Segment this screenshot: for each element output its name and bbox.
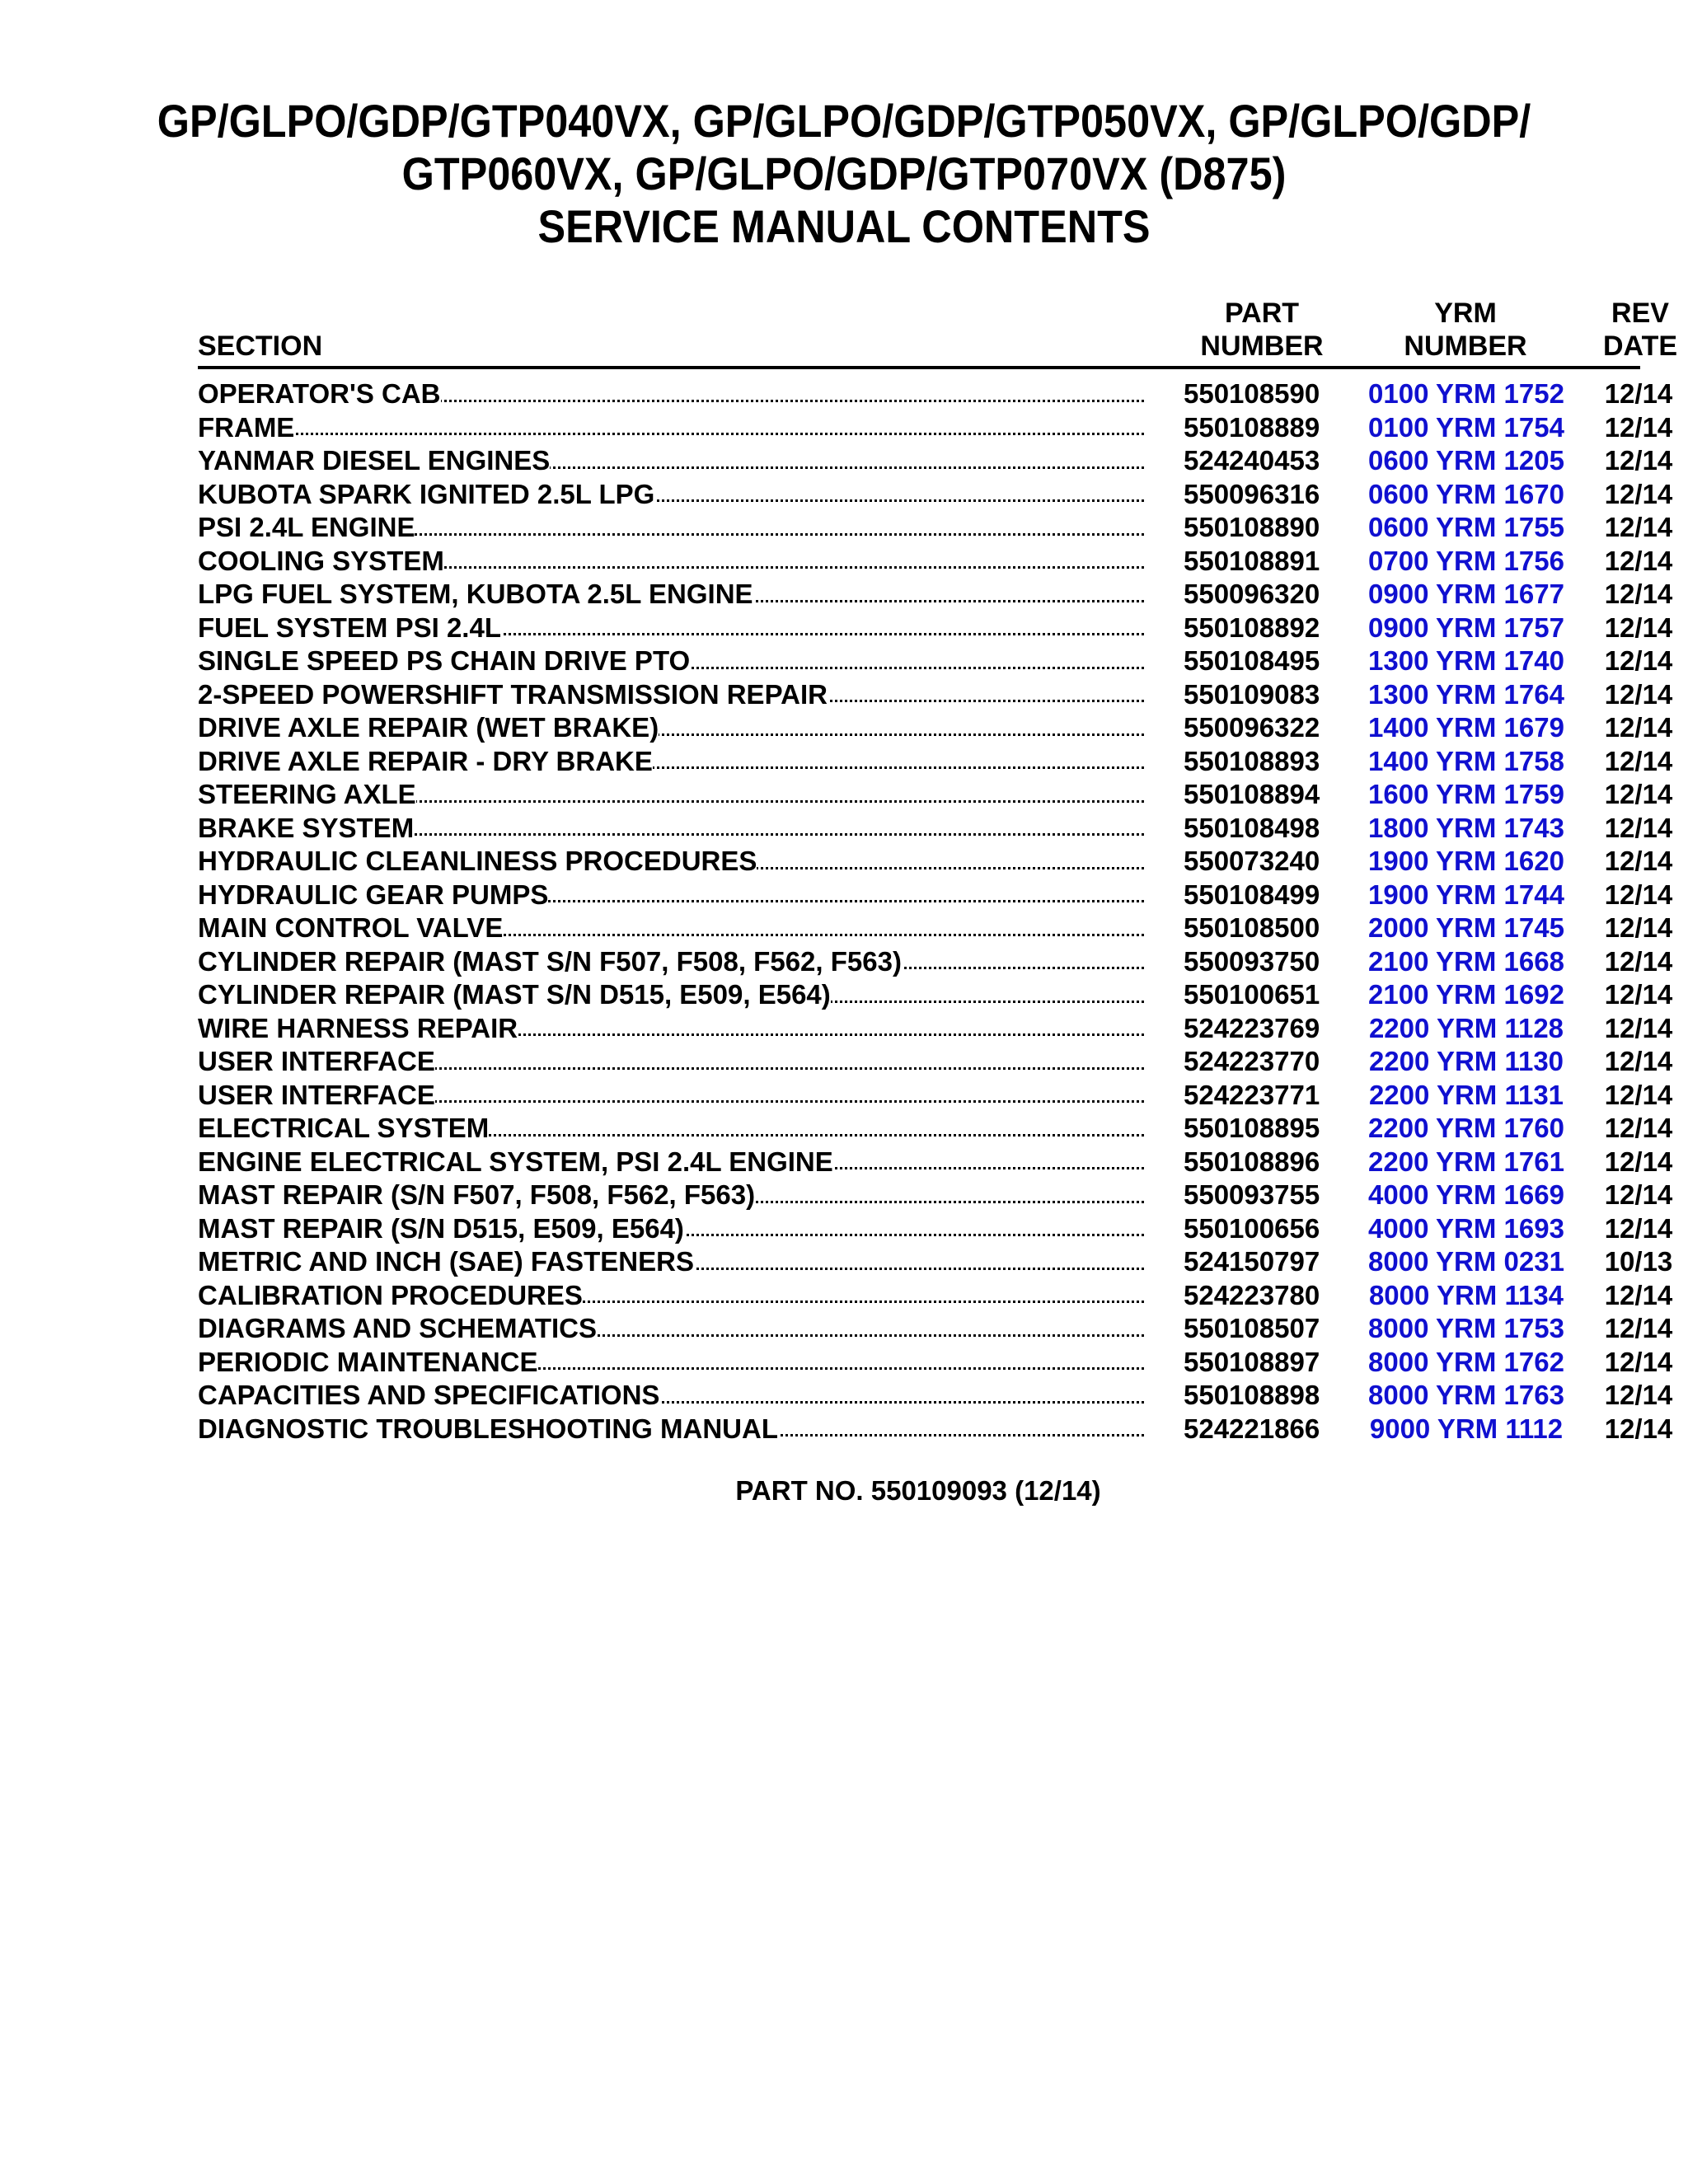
header-divider (198, 366, 1640, 369)
part-number: 550108893 (1184, 745, 1320, 776)
table-row (198, 1312, 1673, 1346)
yrm-number-link[interactable]: 4000 YRM 1669 (1368, 1179, 1564, 1210)
yrm-number-link[interactable]: 2200 YRM 1761 (1368, 1146, 1564, 1177)
section-cell (198, 1079, 1144, 1113)
rev-date: 12/14 (1604, 979, 1673, 1010)
rev-date: 12/14 (1604, 945, 1673, 977)
table-row (198, 612, 1673, 645)
table-row (198, 1146, 1673, 1179)
section-cell (198, 1146, 1144, 1179)
rev-date: 12/14 (1604, 1346, 1673, 1377)
rev-date: 12/14 (1604, 846, 1673, 876)
yrm-number-link[interactable]: 0900 YRM 1677 (1368, 579, 1564, 609)
yrm-number-link[interactable]: 0600 YRM 1205 (1368, 445, 1564, 476)
part-number: 550108892 (1184, 612, 1320, 643)
table-row (198, 812, 1673, 846)
section-name: STEERING AXLE (198, 779, 416, 809)
section-cell (198, 1379, 1144, 1413)
section-name: COOLING SYSTEM (198, 545, 444, 576)
table-row (198, 912, 1673, 945)
part-number: 550108495 (1184, 645, 1320, 676)
section-cell (198, 411, 1144, 445)
table-row (198, 411, 1673, 445)
section-name: MAST REPAIR (S/N F507, F508, F562, F563) (198, 1179, 756, 1210)
section-name: HYDRAULIC GEAR PUMPS (198, 879, 549, 910)
table-row (198, 578, 1673, 612)
header-rev-line2: DATE (1602, 330, 1678, 362)
section-cell (198, 1413, 1144, 1446)
section-name: SINGLE SPEED PS CHAIN DRIVE PTO (198, 645, 691, 676)
section-name: CYLINDER REPAIR (MAST S/N F507, F508, F562, F563) (198, 945, 902, 977)
rev-date: 12/14 (1604, 1079, 1673, 1110)
section-cell (198, 612, 1144, 645)
rev-date: 12/14 (1604, 912, 1673, 943)
section-cell (198, 1279, 1144, 1313)
section-name: DIAGNOSTIC TROUBLESHOOTING MANUAL (198, 1413, 778, 1444)
table-row (198, 478, 1673, 512)
part-number: 550100656 (1184, 1212, 1320, 1244)
dot-leader (198, 433, 1144, 435)
section-name: CYLINDER REPAIR (MAST S/N D515, E509, E564) (198, 979, 831, 1010)
header-rev-line1: REV (1611, 298, 1669, 329)
yrm-number-link[interactable]: 0100 YRM 1754 (1368, 411, 1564, 443)
yrm-number-link[interactable]: 1900 YRM 1744 (1368, 879, 1564, 910)
section-name: USER INTERFACE (198, 1079, 435, 1110)
section-cell (198, 1045, 1144, 1079)
table-row (198, 1212, 1673, 1246)
rev-date: 12/14 (1604, 411, 1673, 443)
yrm-number-link[interactable]: 1600 YRM 1759 (1368, 779, 1564, 809)
part-number: 550108590 (1184, 378, 1320, 409)
table-row (198, 978, 1673, 1012)
section-name: FUEL SYSTEM PSI 2.4L (198, 612, 501, 643)
rev-date: 12/14 (1604, 645, 1673, 676)
part-number: 524240453 (1184, 445, 1320, 476)
rev-date: 12/14 (1604, 1113, 1673, 1143)
section-name: MAST REPAIR (S/N D515, E509, E564) (198, 1212, 684, 1244)
section-name: KUBOTA SPARK IGNITED 2.5L LPG (198, 478, 655, 509)
section-name: LPG FUEL SYSTEM, KUBOTA 2.5L ENGINE (198, 579, 753, 609)
table-row (198, 1245, 1673, 1279)
rev-date: 12/14 (1604, 812, 1673, 843)
table-row (198, 545, 1673, 579)
rev-date: 12/14 (1604, 712, 1673, 743)
yrm-number-link[interactable]: 9000 YRM 1112 (1369, 1413, 1564, 1444)
table-row (198, 1079, 1673, 1113)
part-number: 550093750 (1184, 945, 1320, 977)
part-number: 524221866 (1184, 1413, 1320, 1444)
section-cell (198, 377, 1144, 411)
rev-date: 12/14 (1604, 1380, 1673, 1410)
part-number: 550096316 (1184, 478, 1320, 509)
table-row (198, 945, 1673, 979)
section-cell (198, 478, 1144, 512)
table-header (198, 298, 1678, 366)
rev-date: 12/14 (1604, 1012, 1673, 1043)
section-cell (198, 1012, 1144, 1046)
yrm-number-link[interactable]: 0600 YRM 1755 (1368, 512, 1564, 542)
contents-table (198, 377, 1673, 1446)
part-number: 524223769 (1184, 1012, 1320, 1043)
section-name: HYDRAULIC CLEANLINESS PROCEDURES (198, 846, 757, 876)
header-part-line1: PART (1224, 298, 1300, 329)
rev-date: 12/14 (1604, 612, 1673, 643)
table-row (198, 1346, 1673, 1380)
rev-date: 12/14 (1604, 1413, 1673, 1444)
part-number: 550108896 (1184, 1146, 1320, 1177)
section-cell (198, 812, 1144, 846)
section-name: BRAKE SYSTEM (198, 812, 415, 843)
table-row (198, 444, 1673, 478)
table-row (198, 1012, 1673, 1046)
yrm-number-link[interactable]: 0600 YRM 1670 (1368, 478, 1564, 509)
section-cell (198, 545, 1144, 579)
yrm-number-link[interactable]: 8000 YRM 0231 (1368, 1246, 1564, 1277)
part-number: 550108897 (1184, 1346, 1320, 1377)
part-number: 550073240 (1184, 846, 1320, 876)
yrm-number-link[interactable]: 2000 YRM 1745 (1368, 912, 1564, 943)
section-name: FRAME (198, 411, 295, 443)
section-name: DIAGRAMS AND SCHEMATICS (198, 1313, 597, 1343)
header-yrm-line1: YRM (1434, 298, 1497, 329)
part-number: 550093755 (1184, 1179, 1320, 1210)
section-cell (198, 945, 1144, 979)
document-title (84, 95, 1603, 253)
yrm-number-link[interactable]: 0100 YRM 1752 (1368, 378, 1564, 409)
section-cell (198, 678, 1144, 712)
table-row (198, 678, 1673, 712)
part-number: 524223780 (1184, 1279, 1320, 1310)
section-name: USER INTERFACE (198, 1046, 435, 1076)
yrm-number-link[interactable]: 2200 YRM 1760 (1368, 1113, 1564, 1143)
rev-date: 12/14 (1604, 678, 1673, 710)
section-name: WIRE HARNESS REPAIR (198, 1012, 518, 1043)
yrm-number-link[interactable]: 1300 YRM 1740 (1368, 645, 1564, 676)
part-number: 550108891 (1184, 545, 1320, 576)
yrm-number-link[interactable]: 1800 YRM 1743 (1368, 812, 1564, 843)
rev-date: 12/14 (1604, 779, 1673, 809)
yrm-number-link[interactable]: 8000 YRM 1134 (1368, 1279, 1564, 1310)
part-number: 550096322 (1184, 712, 1320, 743)
table-row (198, 377, 1673, 411)
section-name: CAPACITIES AND SPECIFICATIONS (198, 1380, 660, 1410)
rev-date: 12/14 (1604, 579, 1673, 609)
yrm-number-link[interactable]: 2200 YRM 1131 (1368, 1079, 1564, 1110)
rev-date: 12/14 (1604, 378, 1673, 409)
rev-date: 12/14 (1604, 1279, 1673, 1310)
header-yrm-number (1358, 297, 1573, 363)
table-row (198, 1279, 1673, 1313)
section-cell (198, 444, 1144, 478)
part-number: 550108507 (1184, 1313, 1320, 1343)
table-row (198, 1413, 1673, 1446)
section-cell (198, 778, 1144, 812)
table-row (198, 879, 1673, 912)
table-row (198, 1112, 1673, 1146)
part-number: 550100651 (1184, 979, 1320, 1010)
header-part-number (1175, 297, 1348, 363)
title-line-1: GP/GLPO/GDP/GTP040VX, GP/GLPO/GDP/GTP050VX, GP/GLPO/GDP/ (157, 95, 1531, 147)
yrm-number-link[interactable]: 1300 YRM 1764 (1368, 678, 1564, 710)
section-name: OPERATOR'S CAB (198, 378, 441, 409)
part-number: 550108890 (1184, 512, 1320, 542)
section-name: ENGINE ELECTRICAL SYSTEM, PSI 2.4L ENGINE (198, 1146, 833, 1177)
section-cell (198, 1179, 1144, 1212)
part-number: 550108500 (1184, 912, 1320, 943)
yrm-number-link[interactable]: 8000 YRM 1762 (1368, 1346, 1564, 1377)
section-name: MAIN CONTROL VALVE (198, 912, 504, 943)
section-cell (198, 1346, 1144, 1380)
part-number: 550108499 (1184, 879, 1320, 910)
header-section: SECTION (198, 330, 323, 362)
yrm-number-link[interactable]: 2100 YRM 1692 (1368, 979, 1564, 1010)
header-yrm-line2: NUMBER (1404, 330, 1527, 362)
part-number: 550108889 (1184, 411, 1320, 443)
yrm-number-link[interactable]: 0700 YRM 1756 (1368, 545, 1564, 576)
table-row (198, 1045, 1673, 1079)
yrm-number-link[interactable]: 2200 YRM 1128 (1368, 1012, 1564, 1043)
rev-date: 12/14 (1604, 512, 1673, 542)
part-number: 524223771 (1184, 1079, 1320, 1110)
rev-date: 12/14 (1604, 1179, 1673, 1210)
section-cell (198, 912, 1144, 945)
yrm-number-link[interactable]: 4000 YRM 1693 (1368, 1212, 1564, 1244)
header-rev-date (1558, 297, 1688, 363)
section-name: DRIVE AXLE REPAIR - DRY BRAKE (198, 745, 653, 776)
rev-date: 12/14 (1604, 1313, 1673, 1343)
part-number: 524223770 (1184, 1046, 1320, 1076)
section-cell (198, 1112, 1144, 1146)
part-number: 550109083 (1184, 678, 1320, 710)
table-row (198, 845, 1673, 879)
header-part-line2: NUMBER (1200, 330, 1324, 362)
title-line-3: SERVICE MANUAL CONTENTS (537, 200, 1151, 252)
part-number: 550108498 (1184, 812, 1320, 843)
part-number: 550108894 (1184, 779, 1320, 809)
section-cell (198, 1312, 1144, 1346)
table-row (198, 1379, 1673, 1413)
yrm-number-link[interactable]: 8000 YRM 1763 (1368, 1380, 1564, 1410)
section-cell (198, 845, 1144, 879)
rev-date: 10/13 (1604, 1246, 1673, 1277)
table-row (198, 711, 1673, 745)
section-name: YANMAR DIESEL ENGINES (198, 445, 551, 476)
rev-date: 12/14 (1604, 478, 1673, 509)
section-cell (198, 644, 1144, 678)
table-row (198, 778, 1673, 812)
rev-date: 12/14 (1604, 1046, 1673, 1076)
yrm-number-link[interactable]: 0900 YRM 1757 (1368, 612, 1564, 643)
section-name: METRIC AND INCH (SAE) FASTENERS (198, 1246, 694, 1277)
rev-date: 12/14 (1604, 445, 1673, 476)
section-cell (198, 978, 1144, 1012)
section-name: DRIVE AXLE REPAIR (WET BRAKE) (198, 712, 659, 743)
section-cell (198, 711, 1144, 745)
section-cell (198, 511, 1144, 545)
rev-date: 12/14 (1604, 745, 1673, 776)
table-row (198, 511, 1673, 545)
part-number: 550108895 (1184, 1113, 1320, 1143)
part-number: 524150797 (1184, 1246, 1320, 1277)
table-row (198, 644, 1673, 678)
section-name: PERIODIC MAINTENANCE (198, 1346, 538, 1377)
section-name: PSI 2.4L ENGINE (198, 512, 415, 542)
section-cell (198, 1245, 1144, 1279)
yrm-number-link[interactable]: 1400 YRM 1679 (1368, 712, 1564, 743)
title-line-2: GTP060VX, GP/GLPO/GDP/GTP070VX (D875) (401, 148, 1287, 199)
rev-date: 12/14 (1604, 1146, 1673, 1177)
section-cell (198, 745, 1144, 779)
yrm-number-link[interactable]: 1400 YRM 1758 (1368, 745, 1564, 776)
table-row (198, 1179, 1673, 1212)
yrm-number-link[interactable]: 2200 YRM 1130 (1368, 1046, 1564, 1076)
section-name: ELECTRICAL SYSTEM (198, 1113, 490, 1143)
rev-date: 12/14 (1604, 545, 1673, 576)
section-cell (198, 1212, 1144, 1246)
section-name: CALIBRATION PROCEDURES (198, 1279, 583, 1310)
rev-date: 12/14 (1604, 879, 1673, 910)
footer-part-number: PART NO. 550109093 (12/14) (735, 1475, 1101, 1506)
section-cell (198, 578, 1144, 612)
part-number: 550096320 (1184, 579, 1320, 609)
yrm-number-link[interactable]: 1900 YRM 1620 (1368, 846, 1564, 876)
table-row (198, 745, 1673, 779)
rev-date: 12/14 (1604, 1212, 1673, 1244)
yrm-number-link[interactable]: 8000 YRM 1753 (1368, 1313, 1564, 1343)
section-name: 2-SPEED POWERSHIFT TRANSMISSION REPAIR (198, 678, 828, 710)
yrm-number-link[interactable]: 2100 YRM 1668 (1368, 945, 1564, 977)
part-number: 550108898 (1184, 1380, 1320, 1410)
section-cell (198, 879, 1144, 912)
